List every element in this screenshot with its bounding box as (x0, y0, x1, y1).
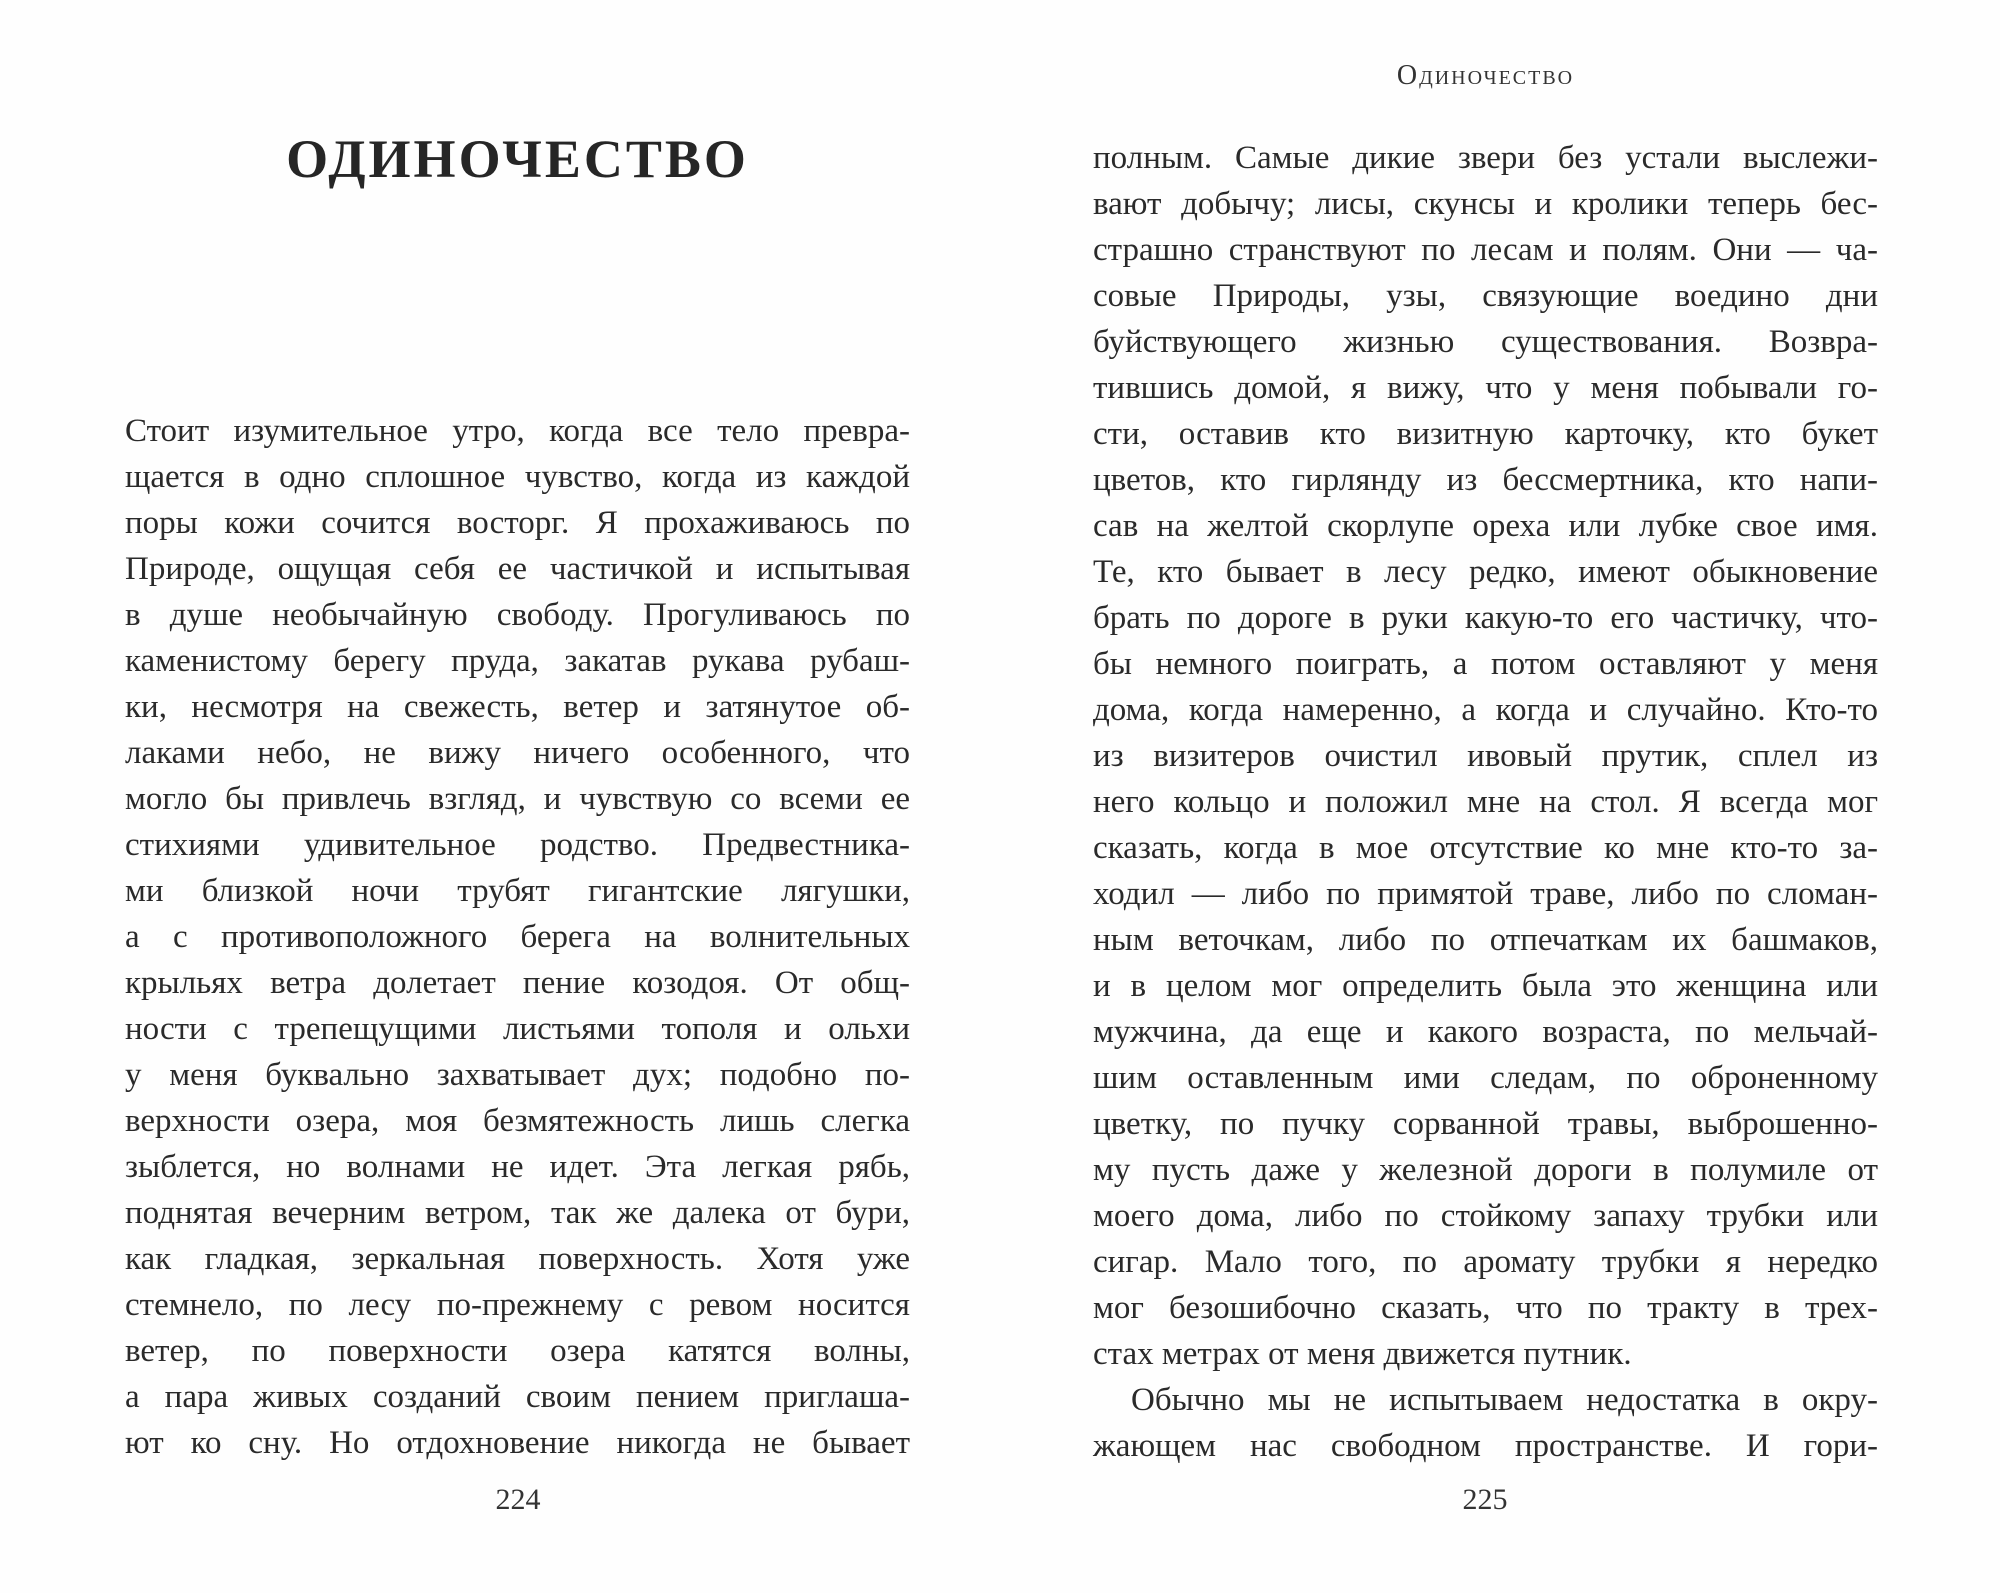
text-line: Обычно мы не испытываем недостатка в окру- (1131, 1382, 1878, 1418)
text-line: из визитеров очистил ивовый прутик, сплел из (1093, 738, 1878, 774)
page-number-left: 224 (495, 1483, 541, 1516)
text-line: ки, несмотря на свежесть, ветер и затянутое об- (125, 689, 910, 725)
text-line: каменистому берегу пруда, закатав рукава рубаш- (125, 643, 910, 679)
text-line: сигар. Мало того, по аромату трубки я нередко (1093, 1244, 1878, 1280)
text-line: и в целом мог определить была это женщина или (1093, 968, 1878, 1004)
text-line: щается в одно сплошное чувство, когда из каждой (125, 459, 910, 495)
text-line: бы немного поиграть, а потом оставляют у меня (1093, 646, 1878, 682)
chapter-title: ОДИНОЧЕСТВО (286, 129, 749, 189)
text-line: могло бы привлечь взгляд, и чувствую со всеми ее (125, 781, 910, 817)
text-line: Природе, ощущая себя ее частичкой и испытывая (125, 551, 910, 587)
text-line: моего дома, либо по стойкому запаху трубки или (1093, 1198, 1878, 1234)
left-page-text (125, 408, 910, 1466)
text-line: Стоит изумительное утро, когда все тело превра- (125, 413, 910, 449)
text-line: зыблется, но волнами не идет. Эта легкая рябь, (125, 1149, 910, 1185)
right-page-text (1093, 135, 1878, 1469)
text-line: ют ко сну. Но отдохновение никогда не бывает (125, 1425, 910, 1461)
text-line: цветов, кто гирлянду из бессмертника, кто напи- (1093, 462, 1878, 498)
text-line: му пусть даже у железной дороги в полумиле от (1093, 1152, 1878, 1188)
text-line: сти, оставив кто визитную карточку, кто букет (1093, 416, 1878, 452)
text-line: вают добычу; лисы, скунсы и кролики теперь бес- (1093, 186, 1878, 222)
text-line: цветку, по пучку сорванной травы, выброшенно- (1093, 1106, 1878, 1142)
text-line: ходил — либо по примятой траве, либо по сломан- (1093, 876, 1878, 912)
text-line: а пара живых созданий своим пением приглаша- (125, 1379, 910, 1415)
text-line: страшно странствуют по лесам и полям. Они — ча- (1093, 232, 1878, 268)
text-line: совые Природы, узы, связующие воедино дни (1093, 278, 1878, 314)
text-line: стемнело, по лесу по-прежнему с ревом носится (125, 1287, 910, 1323)
text-line: ми близкой ночи трубят гигантские лягушки, (125, 873, 910, 909)
text-line: а с противоположного берега на волнительных (125, 919, 910, 955)
text-line: стах метрах от меня движется путник. (1093, 1336, 1632, 1372)
text-line: в душе необычайную свободу. Прогуливаюсь по (125, 597, 910, 633)
text-line: верхности озера, моя безмятежность лишь слегка (125, 1103, 910, 1139)
page-number-right: 225 (1462, 1483, 1508, 1516)
text-line: у меня буквально захватывает дух; подобно по- (125, 1057, 910, 1093)
text-line: буйствующего жизнью существования. Возвра- (1093, 324, 1878, 360)
text-line: полным. Самые дикие звери без устали выслежи- (1093, 140, 1878, 176)
text-line: тившись домой, я вижу, что у меня побывали го- (1093, 370, 1878, 406)
text-line: поднятая вечерним ветром, так же далека от бури, (125, 1195, 910, 1231)
text-line: мог безошибочно сказать, что по тракту в трех- (1093, 1290, 1878, 1326)
text-line: мужчина, да еще и какого возраста, по мельчай- (1093, 1014, 1878, 1050)
text-line: жающем нас свободном пространстве. И гори- (1093, 1428, 1878, 1464)
text-line: сказать, когда в мое отсутствие ко мне кто-то за- (1093, 830, 1878, 866)
right-page (1000, 0, 2000, 1593)
text-line: как гладкая, зеркальная поверхность. Хотя уже (125, 1241, 910, 1277)
text-line: сав на желтой скорлупе ореха или лубке свое имя. (1093, 508, 1878, 544)
text-line: лаками небо, не вижу ничего особенного, что (125, 735, 910, 771)
text-line: ным веточкам, либо по отпечаткам их башмаков, (1093, 922, 1878, 958)
text-line: ности с трепещущими листьями тополя и ольхи (125, 1011, 910, 1047)
text-line: ветер, по поверхности озера катятся волны, (125, 1333, 910, 1369)
text-line: крыльях ветра долетает пение козодоя. От общ- (125, 965, 910, 1001)
text-line: стихиями удивительное родство. Предвестника- (125, 827, 910, 863)
text-line: поры кожи сочится восторг. Я прохаживаюсь по (125, 505, 910, 541)
text-line: Те, кто бывает в лесу редко, имеют обыкновение (1093, 554, 1878, 590)
text-line: него кольцо и положил мне на стол. Я всегда мог (1093, 784, 1878, 820)
running-header: Одиночество (1396, 60, 1575, 91)
text-line: шим оставленным ими следам, по оброненному (1093, 1060, 1878, 1096)
text-line: дома, когда намеренно, а когда и случайно. Кто-то (1093, 692, 1878, 728)
text-line: брать по дороге в руки какую-то его частичку, что- (1093, 600, 1878, 636)
